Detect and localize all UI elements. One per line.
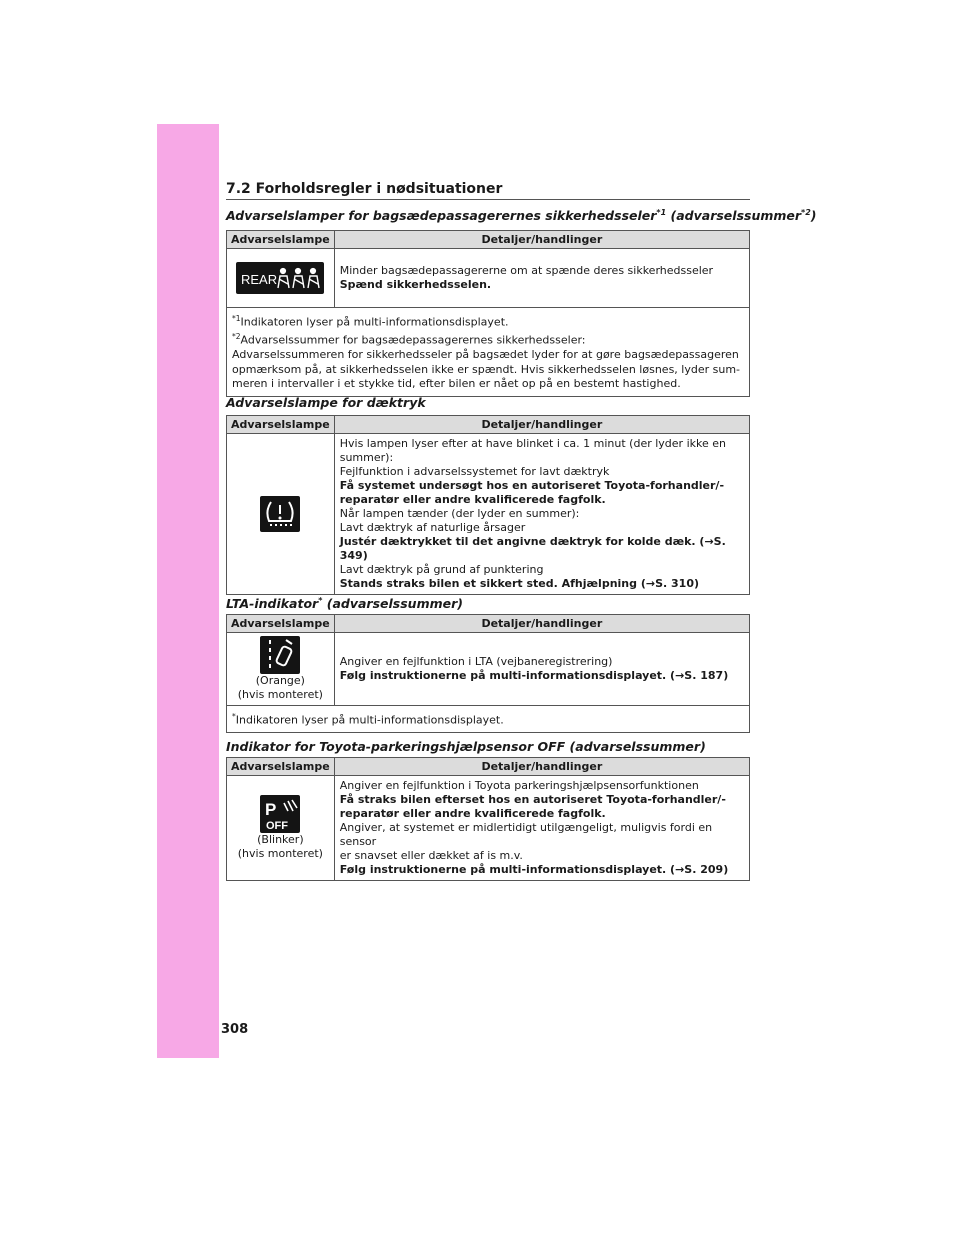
seatbelt-heading: Advarselslamper for bagsædepassagerernes sikkerhedsseler$^{*1}$ (advarselssummer$^{*2}$)	[226, 208, 817, 224]
section-title: 7.2 Forholdsregler i nødsituationer	[226, 181, 750, 200]
action-text-page-link[interactable]: Stands straks bilen et sikkert sted. Afhjælpning (→S. 310)	[339, 577, 699, 590]
details-text: er snavset eller dækket af is m.v.	[339, 849, 523, 862]
lamp-cell	[227, 434, 335, 595]
details-cell	[334, 434, 749, 595]
lamp-cell	[227, 633, 335, 706]
details-text: summer):	[339, 451, 394, 464]
tire-pressure-heading: Advarselslampe for dæktryk	[226, 395, 426, 410]
svg-text:REAR: REAR	[241, 272, 278, 287]
lamp-caption: (hvis monteret)	[237, 688, 323, 701]
col-lamp-header: Advarselslampe	[227, 416, 335, 434]
footnote-line: meren i intervaller i et stykke tid, efter bilen er nået op på en bestemt hastighed.	[232, 377, 681, 391]
action-text: Spænd sikkerhedsselen.	[339, 278, 492, 291]
details-text: Minder bagsædepassagererne om at spænde deres sikkerhedsseler	[339, 264, 714, 277]
details-text: Angiver en fejlfunktion i Toyota parkeringshjælpsensorfunktionen	[339, 779, 699, 792]
footnote-line: opmærksom på, at sikkerhedsselen ikke er spændt. Hvis sikkerhedsselen løsnes, lyder sum-	[232, 362, 741, 376]
tire-pressure-table	[226, 415, 750, 595]
action-text-page-link[interactable]: Følg instruktionerne på multi-informationsdisplayet. (→S. 209)	[339, 863, 729, 876]
col-lamp-header: Advarselslampe	[227, 758, 335, 776]
details-cell	[334, 633, 749, 706]
lta-table	[226, 614, 750, 733]
seatbelt-table	[226, 230, 750, 397]
svg-text:P: P	[265, 800, 277, 819]
lamp-cell	[227, 776, 335, 881]
parking-sensor-heading: Indikator for Toyota-parkeringshjælpsensor OFF (advarselssummer)	[226, 739, 706, 754]
footnote-1: $^{*1}$Indikatoren lyser på multi-informationsdisplayet.	[232, 314, 509, 329]
rear-seatbelt-icon	[236, 262, 324, 294]
details-cell	[334, 776, 749, 881]
lamp-caption: (Orange)	[255, 674, 305, 687]
details-text: Når lampen tænder (der lyder en summer):	[339, 507, 580, 520]
details-cell	[334, 249, 749, 308]
lta-icon	[260, 636, 300, 674]
action-text-page-link[interactable]: Justér dæktrykket til det angivne dæktryk for kolde dæk. (→S. 349)	[339, 535, 726, 562]
action-text: Få systemet undersøgt hos en autoriseret Toyota-forhandler/-	[339, 479, 725, 492]
action-text: reparatør eller andre kvalificerede fagfolk.	[339, 493, 606, 506]
parking-sensor-off-icon	[260, 795, 300, 833]
action-text: Få straks bilen efterset hos en autoriseret Toyota-forhandler/-	[339, 793, 726, 806]
tire-pressure-icon	[260, 496, 300, 532]
details-text: Angiver, at systemet er midlertidigt utilgængeligt, muligvis fordi en sensor	[339, 821, 713, 848]
footnote-2: $^{*2}$Advarselssummer for bagsædepassagerernes sikkerhedsseler:	[232, 332, 586, 347]
details-text: Fejlfunktion i advarselssystemet for lavt dæktryk	[339, 465, 610, 478]
details-text: Angiver en fejlfunktion i LTA (vejbaneregistrering)	[339, 655, 613, 668]
lamp-cell	[227, 249, 335, 308]
col-details-header: Detaljer/handlinger	[334, 416, 749, 434]
page-number: 308	[221, 1022, 249, 1037]
lamp-caption: (Blinker)	[257, 833, 304, 846]
details-text: Lavt dæktryk på grund af punktering	[339, 563, 544, 576]
svg-text:OFF: OFF	[266, 820, 289, 832]
details-text: Lavt dæktryk af naturlige årsager	[339, 521, 526, 534]
col-details-header: Detaljer/handlinger	[334, 615, 749, 633]
footnote-line: Advarselssummeren for sikkerhedsseler på bagsædet lyder for at gøre bagsædepassageren	[232, 348, 739, 362]
footnote-cell	[227, 308, 750, 397]
action-text-page-link[interactable]: Følg instruktionerne på multi-informationsdisplayet. (→S. 187)	[339, 669, 729, 682]
col-details-header: Detaljer/handlinger	[334, 231, 749, 249]
action-text: reparatør eller andre kvalificerede fagfolk.	[339, 807, 606, 820]
col-lamp-header: Advarselslampe	[227, 231, 335, 249]
lta-heading: LTA-indikator* (advarselssummer)	[226, 596, 463, 612]
section-tab-bar	[157, 124, 219, 1058]
lamp-caption: (hvis monteret)	[237, 847, 323, 860]
col-details-header: Detaljer/handlinger	[334, 758, 749, 776]
parking-sensor-table	[226, 757, 750, 881]
col-lamp-header: Advarselslampe	[227, 615, 335, 633]
footnote-cell: *Indikatoren lyser på multi-informationsdisplayet.	[227, 706, 750, 733]
details-text: Hvis lampen lyser efter at have blinket i ca. 1 minut (der lyder ikke en	[339, 437, 726, 450]
